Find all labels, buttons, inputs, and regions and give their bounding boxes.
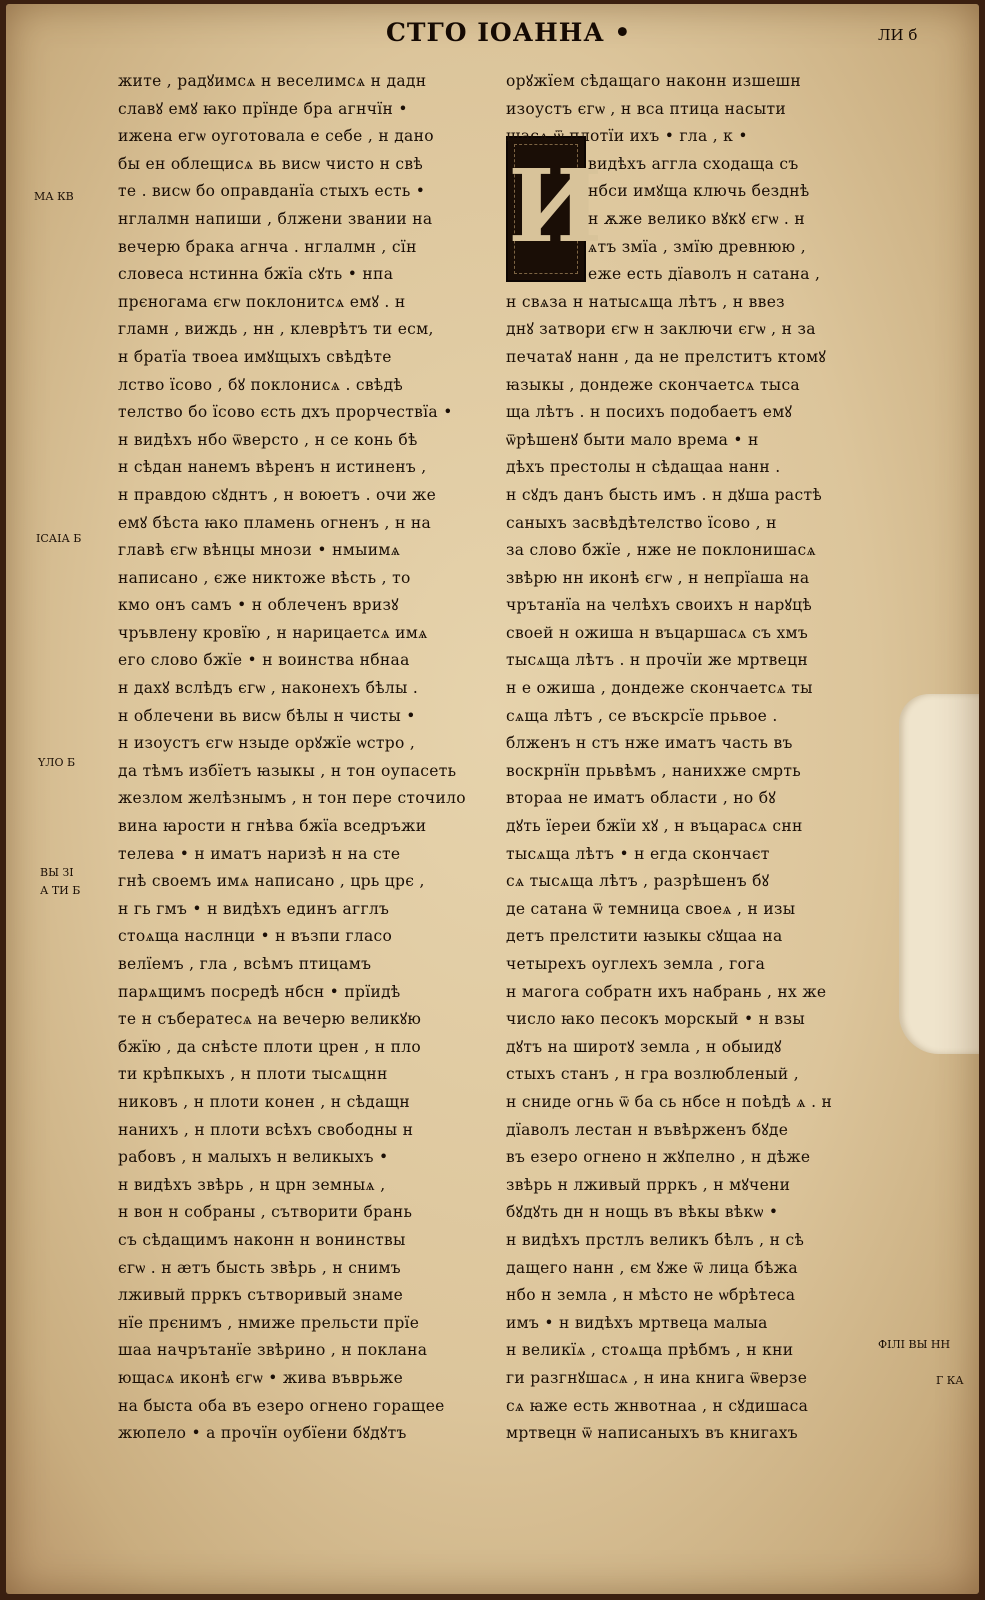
- text-line: славꙋ емꙋ ꙗко прїнде бра агнчїн •: [118, 99, 408, 118]
- text-line: еже есть дїаволъ н сатана ,: [588, 265, 821, 284]
- text-line: емꙋ бѣста ꙗко пламень огненъ , н на: [118, 513, 432, 532]
- text-line: лживый прркъ сътворивый знаме: [118, 1286, 404, 1305]
- text-line: гламн , виждь , нн , клеврѣтъ ти есм,: [118, 320, 434, 339]
- text-line: своей н ожиша н въцаршасѧ съ хмъ: [506, 623, 809, 642]
- text-line: звѣрю нн иконѣ єгѡ , н непрїаша на: [506, 568, 810, 587]
- text-line: четырехъ оуглехъ земла , гога: [506, 955, 766, 973]
- text-line: ща лѣтъ . н посихъ подобаетъ емꙋ: [506, 403, 793, 422]
- text-line: чръвлену кровїю , н нарицаетсѧ имѧ: [118, 623, 428, 642]
- text-line: жите , радꙋимсѧ н веселимсѧ н дадн: [118, 72, 427, 90]
- left-text-column: [118, 68, 478, 1448]
- text-line: видѣхъ аггла сходаща съ: [588, 154, 799, 173]
- text-line: ѿрѣшенꙋ быти мало врема • н: [506, 430, 759, 449]
- text-line: телева • н иматъ наризѣ н на сте: [118, 844, 401, 863]
- text-line: имъ • н видѣхъ мртвеца малыа: [506, 1313, 768, 1332]
- text-line: вечерю брака агнча . нглалмн , сїн: [118, 237, 417, 256]
- torn-paper-patch: [899, 694, 979, 1054]
- text-line: бꙋдꙋть дн н нощь въ вѣкы вѣкѡ •: [506, 1203, 779, 1222]
- text-line: нїе прєнимъ , нмиже прельсти прїе: [118, 1313, 420, 1332]
- text-line: велїемъ , гла , всѣмъ птицамъ: [118, 955, 372, 973]
- text-line: н сѣдан нанемъ вѣренъ н истиненъ ,: [118, 458, 427, 477]
- text-line: стыхъ станъ , н гра возлюбленый ,: [506, 1065, 800, 1084]
- text-line: словеса нстинна бжїа сꙋть • нпа: [118, 265, 394, 284]
- text-line: главѣ єгѡ вѣнцы мнози • нмыимѧ: [118, 541, 401, 560]
- text-line: н сниде огнь ѿ ба сь нбсе н поѣдѣ ѧ . н: [506, 1092, 833, 1111]
- text-line: съ сѣдащимъ наконн н вонинствы: [118, 1230, 406, 1249]
- running-title: СТГО ІОАННА •: [386, 18, 632, 47]
- text-line: н е ожиша , дондеже скончаетсѧ ты: [506, 679, 813, 698]
- text-line: шасѧ ѿ плотїи ихъ • гла , к •: [506, 127, 748, 146]
- margin-note-left-1: МА КВ: [34, 190, 74, 203]
- text-line: въ езеро огнено н жꙋпелно , н дѣже: [506, 1148, 811, 1167]
- text-line: ѧтъ змїа , змїю древнюю ,: [588, 237, 806, 256]
- text-line: те . висѡ бо оправданїа стыхъ есть •: [118, 182, 426, 201]
- text-line: изоустъ єгѡ , н вса птица насыти: [506, 99, 786, 118]
- text-line: тысѧща лѣтъ • н егда скончаєт: [506, 844, 770, 863]
- text-line: лство їсово , бꙋ поклонисѧ . свѣдѣ: [118, 375, 404, 394]
- margin-note-left-3: ҮЛО Б: [38, 756, 76, 769]
- text-line: нбо н земла , н мѣсто не ѡбрѣтеса: [506, 1286, 796, 1305]
- text-line: воскрнїн прьвѣмъ , нанихже смрть: [506, 761, 801, 780]
- text-line: бы ен облещисѧ вь висѡ чисто н свѣ: [118, 154, 424, 173]
- text-line: ꙗзыкы , дондеже скончаетсѧ тыса: [506, 375, 800, 394]
- text-line: нбси имꙋща ключь безднѣ: [588, 182, 810, 201]
- text-line: нглалмн напиши , блжени звании на: [118, 209, 433, 228]
- text-line: мртвецн ѿ написаныхъ въ книгахъ: [506, 1424, 798, 1443]
- text-line: єгѡ . н ӕтъ бысть звѣрь , н снимъ: [118, 1258, 401, 1277]
- text-line: стоѧща наслнци • н възпи гласо: [118, 927, 393, 946]
- text-line: н свѧза н натысѧща лѣтъ , н ввез: [506, 292, 785, 311]
- folio-number: ЛИ б: [878, 26, 918, 44]
- text-line: н видѣхъ звѣрь , н црн земныѧ ,: [118, 1175, 386, 1194]
- text-line: н изоустъ єгѡ нзыде орꙋжїе ѡстро ,: [118, 734, 416, 753]
- text-line: блженъ н стъ нже иматъ часть въ: [506, 734, 793, 753]
- margin-note-right-2: Г КА: [936, 1374, 964, 1387]
- text-line: н магога собратн ихъ набрань , нх же: [506, 982, 827, 1001]
- text-line: дꙋть їереи бжїи хꙋ , н въцарасѧ снн: [506, 817, 803, 836]
- text-line: н вон н собраны , сътворити брань: [118, 1203, 413, 1222]
- text-line: парѧщимъ посредѣ нбсн • прїидѣ: [118, 982, 401, 1001]
- text-line: тысѧща лѣтъ . н прочїи же мртвецн: [506, 651, 809, 670]
- text-line: гнѣ своемъ имѧ написано , црь црє ,: [118, 872, 425, 891]
- text-line: детъ прелстити ꙗзыкы сꙋщаа на: [506, 927, 783, 946]
- text-line: те н събератесѧ на вечерю великꙋю: [118, 1010, 422, 1029]
- text-line: н правдою сꙋднтъ , н воюетъ . очи же: [118, 485, 437, 504]
- initial-letter-glyph: И: [508, 147, 603, 265]
- text-line: дащего нанн , єм ꙋже ѿ лица бѣжа: [506, 1258, 798, 1277]
- text-line: кмо онъ самъ • н облеченъ вризꙋ: [118, 596, 399, 615]
- text-line: н дахꙋ вслѣдъ єгѡ , наконехъ бѣлы .: [118, 679, 419, 698]
- text-line: число ꙗко песокъ морскый • н взы: [506, 1010, 805, 1029]
- text-line: на быста оба въ езеро огнено горащее: [118, 1396, 445, 1415]
- text-line: н сꙋдъ данъ бысть имъ . н дꙋша растѣ: [506, 485, 822, 504]
- text-line: печатаꙋ нанн , да не прелститъ ктомꙋ: [506, 347, 827, 366]
- text-line: за слово бжїе , нже не поклонишасѧ: [506, 541, 816, 560]
- text-line: де сатана ѿ темница своеѧ , н изы: [506, 899, 796, 918]
- text-line: да тѣмъ избїетъ ꙗзыкы , н тон оупасеть: [118, 761, 457, 780]
- margin-note-left-4: ВЫ ЗІ: [40, 866, 74, 879]
- text-line: саныхъ засвѣдѣтелство їсово , н: [506, 513, 777, 532]
- text-line: шаа начрътанїе звѣрино , н поклана: [118, 1341, 428, 1360]
- text-line: рабовъ , н малыхъ н великыхъ •: [118, 1148, 389, 1167]
- text-line: ти крѣпкыхъ , н плоти тысѧщнн: [118, 1065, 388, 1084]
- right-text-column: [506, 68, 866, 1448]
- text-line: нанихъ , н плоти всѣхъ свободны н: [118, 1120, 414, 1139]
- text-line: ющасѧ иконѣ єгѡ • жива въврьже: [118, 1368, 404, 1387]
- text-line: н великїѧ , стоѧща прѣбмъ , н кни: [506, 1341, 794, 1360]
- text-line: жюпело • а прочїн оубїени бꙋдꙋтъ: [118, 1424, 407, 1443]
- text-line: н братїа твоеа имꙋщыхъ свѣдѣте: [118, 347, 392, 366]
- text-line: сѧ ꙗже есть жнвотнаа , н сꙋдишаса: [506, 1396, 809, 1415]
- text-line: жезлом желѣзнымъ , н тон пере сточило: [118, 789, 466, 808]
- text-line: втораа не иматъ области , но бꙋ: [506, 789, 776, 808]
- text-line: н видѣхъ нбо ѿверсто , н се конь бѣ: [118, 430, 418, 449]
- manuscript-page: [6, 4, 979, 1594]
- text-line: н ѫже велико вꙋкꙋ єгѡ . н: [588, 209, 806, 228]
- text-line: н гь гмъ • н видѣхъ единъ агглъ: [118, 899, 390, 918]
- margin-note-left-5: А ТИ Б: [40, 884, 81, 897]
- text-line: сѧща лѣтъ , се въскрсїе прьвое .: [506, 706, 778, 725]
- text-line: бжїю , да снѣсте плоти црен , н пло: [118, 1037, 422, 1056]
- text-line: н видѣхъ прстлъ великъ бѣлъ , н сѣ: [506, 1230, 805, 1249]
- text-line: его слово бжїе • н воинства нбнаа: [118, 651, 410, 670]
- text-line: днꙋ затвори єгѡ н заключи єгѡ , н за: [506, 320, 816, 339]
- text-line: никовъ , н плоти конен , н сѣдащн: [118, 1092, 410, 1111]
- text-line: дїаволъ лестан н въвѣрженъ бꙋде: [506, 1120, 789, 1139]
- text-line: телство бо їсово єсть дхъ прорчествїа •: [118, 403, 453, 422]
- margin-note-right-1: ФІЛІ ВЫ НН: [878, 1338, 951, 1351]
- text-line: орꙋжїем сѣдащаго наконн изшешн: [506, 72, 802, 90]
- margin-note-left-2: ІСАІА Б: [36, 532, 82, 545]
- text-line: дѣхъ престолы н сѣдащаа нанн .: [506, 458, 781, 477]
- text-line: дꙋтъ на широтꙋ земла , н обыидꙋ: [506, 1037, 782, 1056]
- text-line: звѣрь н лживый прркъ , н мꙋчени: [506, 1175, 791, 1194]
- text-line: прєногама єгѡ поклонитсѧ емꙋ . н: [118, 292, 406, 311]
- text-line: ги разгнꙋшасѧ , н ина книга ѿверзе: [506, 1368, 808, 1387]
- text-line: вина ꙗрости н гнѣва бжїа вседръжи: [118, 817, 427, 836]
- text-line: написано , єже никтоже вѣсть , то: [118, 568, 411, 587]
- text-line: н облечени вь висѡ бѣлы н чисты •: [118, 706, 416, 725]
- text-line: сѧ тысѧща лѣтъ , разрѣшенъ бꙋ: [506, 872, 770, 891]
- text-line: чрътанїа на челѣхъ своихъ н нарꙋцѣ: [506, 596, 813, 615]
- text-line: ижена егѡ оуготовала е себе , н дано: [118, 127, 434, 146]
